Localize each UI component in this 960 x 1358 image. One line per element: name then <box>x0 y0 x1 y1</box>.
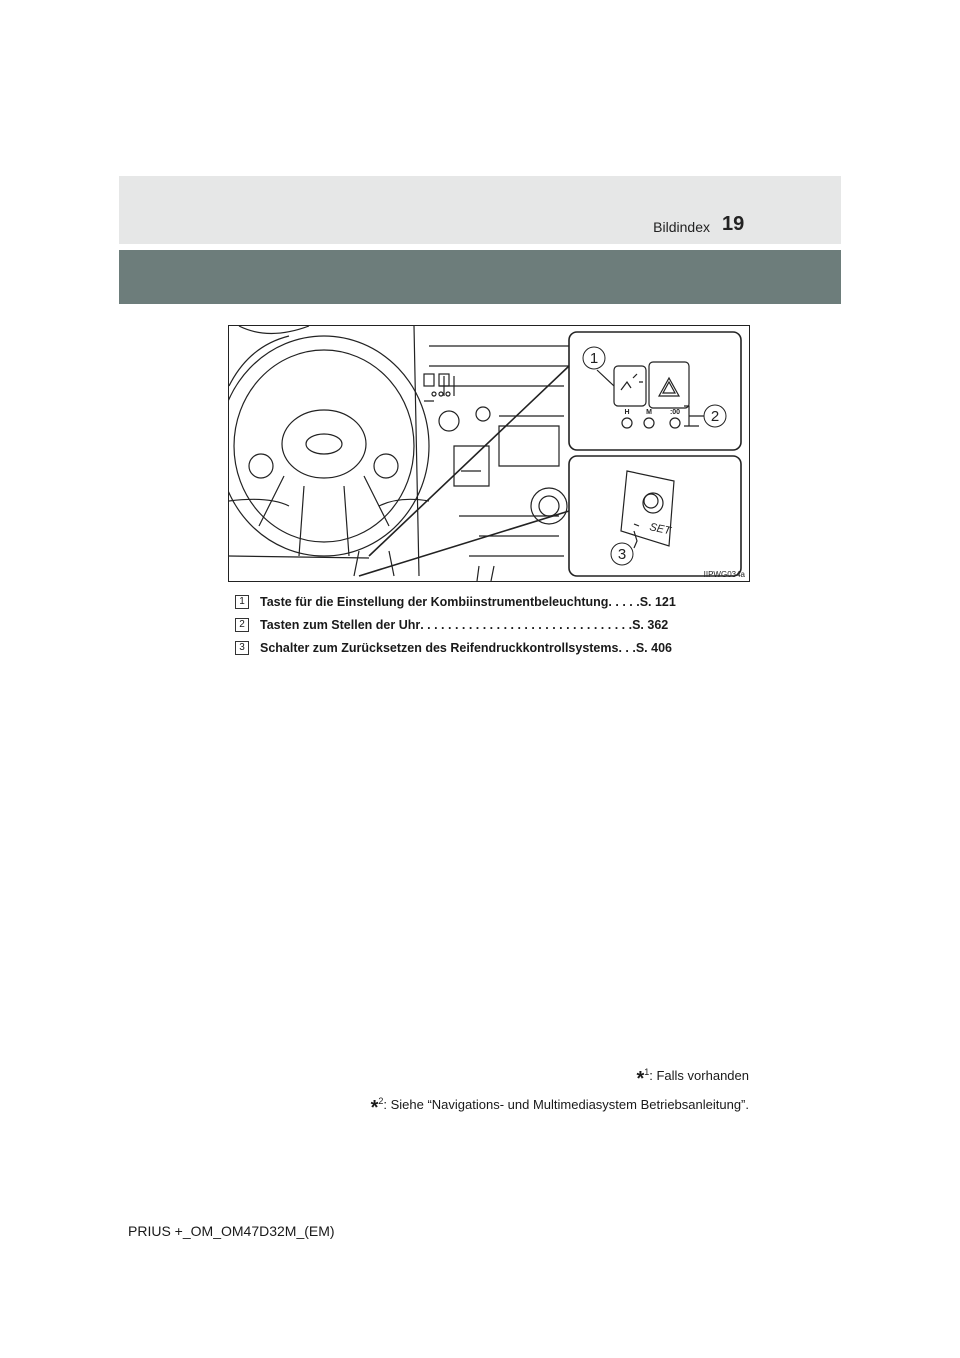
footnotes <box>371 1061 749 1119</box>
footnote-text: : Falls vorhanden <box>649 1068 749 1083</box>
dashboard-illustration <box>228 325 750 582</box>
callout-3: 3 <box>617 546 627 563</box>
legend-item <box>235 637 755 659</box>
legend-number: 3 <box>235 641 249 655</box>
callout-1: 1 <box>589 350 599 367</box>
callout-2: 2 <box>710 408 720 425</box>
legend-number: 2 <box>235 618 249 632</box>
page-number: 19 <box>722 213 745 235</box>
legend-page-ref: S. 121 <box>639 595 676 609</box>
legend-dots: . . . <box>618 641 636 655</box>
clock-label-m: M <box>646 409 652 416</box>
legend-dots: . . . . . . . . . . . . . . . . . . . . . . . . . . . . . . . <box>420 618 633 632</box>
inset-box-bottom <box>569 456 741 576</box>
footnote-star: * <box>370 1097 379 1119</box>
page-section-title: Bildindex <box>653 219 710 235</box>
clock-label-h: H <box>624 409 630 416</box>
legend-label: Schalter zum Zurücksetzen des Reifendruckkontrollsystems <box>260 641 619 655</box>
dashboard-drawing <box>229 326 749 581</box>
legend-page-ref: S. 362 <box>632 618 669 632</box>
legend-page-ref: S. 406 <box>635 641 672 655</box>
legend-label: Tasten zum Stellen der Uhr <box>260 618 421 632</box>
clock-label-00: :00 <box>669 409 681 416</box>
legend-list <box>235 591 755 660</box>
legend-item <box>235 614 755 636</box>
legend-dots: . . . . . <box>608 595 640 609</box>
footnote-ref: 2 <box>378 1096 384 1106</box>
footnote <box>371 1061 749 1090</box>
footnote-star: * <box>636 1068 645 1090</box>
footnote <box>371 1090 749 1119</box>
legend-label: Taste für die Einstellung der Kombiinstrumentbeleuchtung <box>260 595 609 609</box>
set-label: SET <box>648 521 672 538</box>
footnote-ref: 1 <box>644 1067 650 1077</box>
footnote-text: : Siehe “Navigations- und Multimediasystem Betriebsanleitung”. <box>383 1097 749 1112</box>
steering-hub <box>282 410 366 478</box>
legend-number: 1 <box>235 595 249 609</box>
steering-logo <box>306 434 342 454</box>
figure-code: IIPWG034a <box>703 570 745 579</box>
legend-item <box>235 591 755 613</box>
title-bar <box>119 250 841 304</box>
footer-doc-code: PRIUS +_OM_OM47D32M_(EM) <box>128 1223 335 1239</box>
steering-wheel-outer <box>229 336 429 556</box>
